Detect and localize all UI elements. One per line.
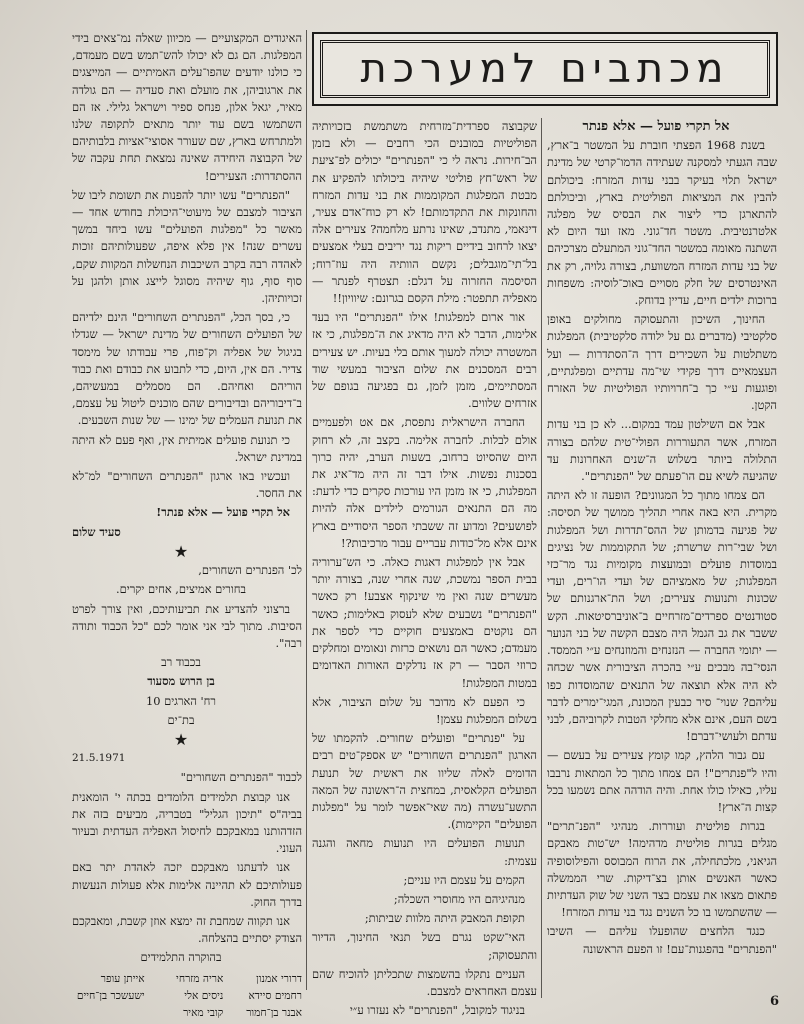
- student-name: רחמים סיידא: [248, 989, 302, 1002]
- paragraph: אור ארום למפלגות! אילו "הפנתרים" היו בעד אלימות, הדבר לא היה מדאיג את ה־מפלגות, כי אז המשטרה יכולה למעוך אותם בלי בעיות. יש צעירים רבים המסכנים את שלום הציבור במעשי שוד המסתיימים, מזמן לזמן, גם בפגיעה בגופם של אזרחים שלווים.: [312, 310, 537, 411]
- student-name: ניסים אלי: [184, 989, 224, 1002]
- paragraph: בניגוד למקובל, "הפנתרים" לא נעזרו ע״י: [349, 1003, 525, 1018]
- student-name: אבנר בן־חמור: [246, 1006, 302, 1019]
- paragraph: אנו קבוצת תלמידים הלומדים בכתה י' הומאנית בביה"ס "תיכון הגליל" בטבריה, מביעים בזה את הזדהותנו במאבקכם לחיסול האפליה העדתית ובעיור העוני.: [72, 789, 302, 856]
- letter-opening: לכ' הפנתרים השחורים,: [198, 563, 302, 578]
- signature: סעיד שלום: [72, 524, 121, 539]
- student-name: אייתן עופר: [100, 972, 145, 985]
- column-divider: [541, 118, 542, 998]
- letter-date: 21.5.1971: [72, 752, 126, 765]
- student-name: דרורי אמנון: [256, 972, 302, 985]
- star-icon: ★: [173, 729, 189, 749]
- paragraph: אבל אין למפלגות דאגות כאלה. כי הש־ערוריה בבית הספר נמשכת, שנה אחרי שנה, בצורה יותר מעשרים שנה ואין מי שינקוף אצבע! רק כאשר "הפנתרים" נשבעים שלא לעסוק באלימות; כאשר הם נוקטים באמצעים חוקיים כדי לספר את מעמדם; כאשר הם נושאים כרזות ונאומים ומחלקים כרוזי הסבר — רק אז נדלקים האורות האדומים במטות המפלגות!: [312, 555, 537, 690]
- list-item: האי־שקט נגרם בשל תנאי החינוך, הדיור והתעסוקה;: [312, 930, 537, 962]
- letter-heading: אל תקרי פועל — אלא פנתר: [582, 119, 730, 134]
- student-name: קובי מאיר: [183, 1006, 224, 1019]
- paragraph: כנגד הלחצים שהופעלו עליהם — השיבו "הפנתרים" בהפגנות־עם! זו הפעם הראשונה: [547, 924, 777, 956]
- paragraph: הם צמחו מתוך כל המגוונים? הופעה זו לא היתה מקרית. היא באה אחרי תהליך ממושך של תסיסה: של פגיעה בדמותן של ההס־תדרות ושל המפלגות ושל שבי־רות שרשרת; של התקוממות של נציגים במוסדות פועלים ובמועצות מקומיות נגד מר־כזי המפלגות; של מאמציהם של ועדי הו־רים, ועדי שכונות ותנועות צעירים; ושל הת־ארגנותם של סטודנטים ספרדים־מזרחיים ב־אוניברסיטאות. הקש ששבר את גב הגמל היה מצבם הקשה של בני הנוער — יתומי החברה — הנזנחים והמוזנחים ע״י הממסד. הנסי־בה מבכים ע״י בהכרה הציבורית אשר שכחה לא היה אלא תוצאה של התנאים שהמוסדות כפו עליהם? שנוי־ סיר כבעין המכונת, המגי־ימרים לדבר בשם העם, אינם אלא מחלקי הטבות לקרוביהם, לבני עדתם ולעושי־דברם!: [547, 488, 777, 744]
- section-title-box: [312, 32, 778, 106]
- paragraph: בחורים אמיצים, אחים יקרים.: [115, 582, 247, 597]
- section-title: מכתבים למערכת: [360, 46, 730, 92]
- paragraph: החינוך, השיכון והתעסוקה מחולקים באופן סלקטיבי (מדברים גם על ילודה סלקטיבית) המפלגות משתלטות על השכירים דרך ה־הסתדרות — ועל העצמאיים דרך פקידי שי־מה עדתיים ומפלגתיים, ופוגעות ע״י כך ב־חרויותיו הפוליטיות של האזרח הקטן.: [547, 312, 777, 413]
- address: רח' הארגים 10: [145, 693, 217, 708]
- paragraph: אנו לדעתנו מאבקכם יזכה לאהדת יתר באם פעולותיכם לא תהיינה אלימות אלא פעולות הנעשות בדרך החוק.: [72, 860, 302, 909]
- city: בת־ים: [167, 712, 195, 727]
- column-divider: [306, 30, 307, 990]
- page-number: 6: [770, 994, 780, 1009]
- right-column: [547, 118, 777, 998]
- student-name: אריה מזרחי: [176, 972, 224, 985]
- paragraph: כי הפעם לא מדובר על שלום הציבור, אלא בשלום המפלגות עצמן!: [312, 694, 537, 726]
- student-names: [72, 971, 302, 1023]
- signature: בן הרוש מסעוד: [147, 674, 215, 689]
- paragraph: אבל אם השילטון עמד במקום... לא כן בני עדות המזרח, אשר התעוררות הפולי־טית שלהם בצורה התלולה ביותר בשלוש ה־שנים האחרונות עד שהגיעה לשיא עם הו־פעתם של "הפנתרים".: [547, 417, 777, 484]
- paragraph: עם גבור הלהץ, קמו קומץ צעירים על בעשם — והיו ל"פנתרים"! הם צמחו מתוך כל המתאות נרבבו עליו, כאילו כולו אחת. והיה הודהה אתם נשמעו בכל קצות ה־ארץ!: [547, 748, 777, 814]
- paragraph: "הפנתרים" עשו יותר להפנות את תשומת ליבו של הציבור למצבם של מיעוטי־היכולת בחודש אחד — מאשר כל "מפלגות הפועלים" עשו ביחד במשך עשרים שנה! אין פלא איפה, שפעולותיהם זוכות לאהדה רבה בקרב השיכבות הנחשלות המקוות שקם, סוף סוף, גוף שיהיה מסוגל לייצג אותן ולהגן על זכויותיהן.: [72, 187, 302, 306]
- paragraph: בשנת 1968 הפצתי חוברת על המשטר ב־ארץ, שבה הגעתי למסקנה שעתידה הדמו־קרטי של מדינת ישראל תלוי בעיקר בבני עדות המזרח: ביכולתם להבין את המציאות הפוליטית בארץ, וביכולתם להתארגן כדי ליצור את הבסיס של מפלגה אלטרנטיבית. משטר חד־גוני. מאז ועד היום לא השתנה מאומה במשטר החד־גוני המתעלם מצרכיהם של בני עדות המזרח המשוועת, בצורה גלויה, רק את האינטרסים של חלק מסויים באוכ־לוסיה: משפחות ברוכות ילדים חיים, עדיין בדוחק.: [547, 138, 777, 308]
- list-item: העניים נתקלו בהשמצות שתכליתן להוכיח שהם עצמם האחראים למצבם.: [312, 966, 537, 998]
- middle-column: [312, 118, 537, 1018]
- list-item: מנהיגיהם היו מחוסרי השכלה;: [393, 891, 525, 906]
- paragraph: אנו תקווה שמחבת זה ימצא אוזן קשבת, ומאבקכם הצודק יסתיים בהצלחה.: [72, 913, 302, 946]
- paragraph: האיגודים המקצועיים — מכיוון שאלה נמ־צאים בידי המפלגות. הם גם לא יכולו להש־תמש בשם מעמדם, כי כולנו יודעים שהפו־עלים האמיתיים — המייצגים את ארגוביהן, את מועלם ואת סעדיה — הם גולדה מאיר, יגאל אלון, פנחס ספיר וישראל גלילי. אז הם השתמשו בשם עוד יותר מתאים לתקופה שלנו ולמתרחש בארץ, שם שעורר אסוצי־אציות בלבותיהם של הקבוצה היחידה שאינה נמצאת תחת עקבה של ההסתדרות: הצעירים!: [72, 31, 302, 183]
- section-title-frame: [320, 40, 770, 98]
- paragraph: כי, בסך הכל, "הפנתרים השחורים" הינם ילדיהם של הפועלים השחורים של מדינת ישראל — שגדלו בגיגול של אפליה וק־פוח, פרי עבודתו של מימסד צדיר. הם אין, היום, כדי לתבוע את כבודם ואת כבוד הוריהם ואחיהם. הם מסמלים במעשיהם, ב־דיבוריהם ובדיבורים שהם מוכנים ליטול על עצמם, את תנועת העמלים של ימינו — של שנות השבעים.: [72, 310, 302, 428]
- list-item: הקמים על עצמם היו עניים;: [403, 872, 525, 887]
- paragraph: כי תנועת פועלים אמיתית אין, ואף פעם לא היתה במדינת ישראל.: [72, 432, 302, 464]
- letter-opening: לכבוד "הפנתרים השחורים": [180, 770, 302, 785]
- student-name: ישעשכר בן־חיים: [76, 989, 145, 1002]
- paragraph: אל תקרי פועל — אלא פנתר!: [156, 505, 290, 520]
- letter-signoff: בכבוד רב: [161, 655, 201, 670]
- letter-signoff: בהוקרה התלמידים: [140, 950, 222, 965]
- left-column: [72, 30, 302, 1019]
- paragraph: החברה הישראלית נתפסת, אם אט ולפעמיים אולם לבלות. לחברה אלימה. בקצב זה, לא רחוק היום שהסיוט ברחוב, בשעות הערב, יהיה כרוך בסכנות נפשות. אילו דבר זה היה מד־איג את המפלגות, כי אז מזמן היו עורכות סקרים כדי לדעת: מה הם התנאים הגורמים לילדים אלה להיות לפושעים? ומדוע זה ששבתי הספר היסודיים בארץ אינם אלא מל־כודות עבריים עבור מרכיבות?!: [312, 415, 537, 550]
- paragraph: על "פנתרים" ופועלים שחורים. להקמתו של הארגון "הפנתרים השחורים" יש אספק־טים רבים הדומים לאלה שליוו את ראשית של תנועת הפועלים הקלאסית, במחצית ה־ראשונה של המאה התשע־עשרה (מה שאי־אפשר לומר על "מפלגות הפועלים" הקיימות).: [312, 731, 537, 832]
- paragraph: שקבוצה ספרדית־מזרחית משתמשת בזכויותיה הפוליטיות במובנים הכי רחבים — ולא בזמן הב־חירות. נראה לי כי "הפנתרים" יכולים לפ־ציעת של ראש־חץ פוליטי שיהיה ביכולתו להפקיע את מבטת המפלגות המקוממות את בני עדות המזרח והחונקות את התקדמותם! לא רק כוח־אדם צעיר, דינאמי, מתנדב, שאינו נרתע מלחמה? צעירים אלה יצאו לרחוב בידיים ריקות נגד יריבים בעלי אמצעים בל־תי־מוגבלים; נקשם הוותיה היה עוז־רוח; הסיסמה החזרוה על דגלם: תצטרף לפנתר — מאפליה תתפטר: מילת הקסם בגרונם: שיוויון!!: [312, 119, 537, 306]
- list-item: תקופת המאבק היתה מלוות שביתות;: [364, 911, 525, 926]
- star-icon: ★: [173, 541, 189, 561]
- paragraph: ברצוני להצדיע את תביעותיכם, ואין צורך לפרט הסיבות. מתוך לבי אני אומר לכם "כל הכבוד ותודה רבה".: [72, 601, 302, 650]
- paragraph: בגרות פוליטית ועוררות. מנהיגי "הפנ־תרים" מגלים בגרות פוליטית מדהימה! יש־טות מאבקם הגיאני, מלכתחילה, את הרוח המבוסס והפילוסופיה כאשר האנשים אותן בצ־דיקות. שרי הממשלה פתאום מצאו את עצמם בצד השני של שוק העדתיות — שהשתמשו בו כל השנים נגד בני עדות המזרח!: [547, 819, 777, 920]
- paragraph: תנועות הפועלים היו תנועות מחאה והגנה עצמית:: [312, 836, 537, 868]
- paragraph: ועכשיו באו ארגון "הפנתרים השחורים" למ־לא את החסר.: [72, 469, 302, 501]
